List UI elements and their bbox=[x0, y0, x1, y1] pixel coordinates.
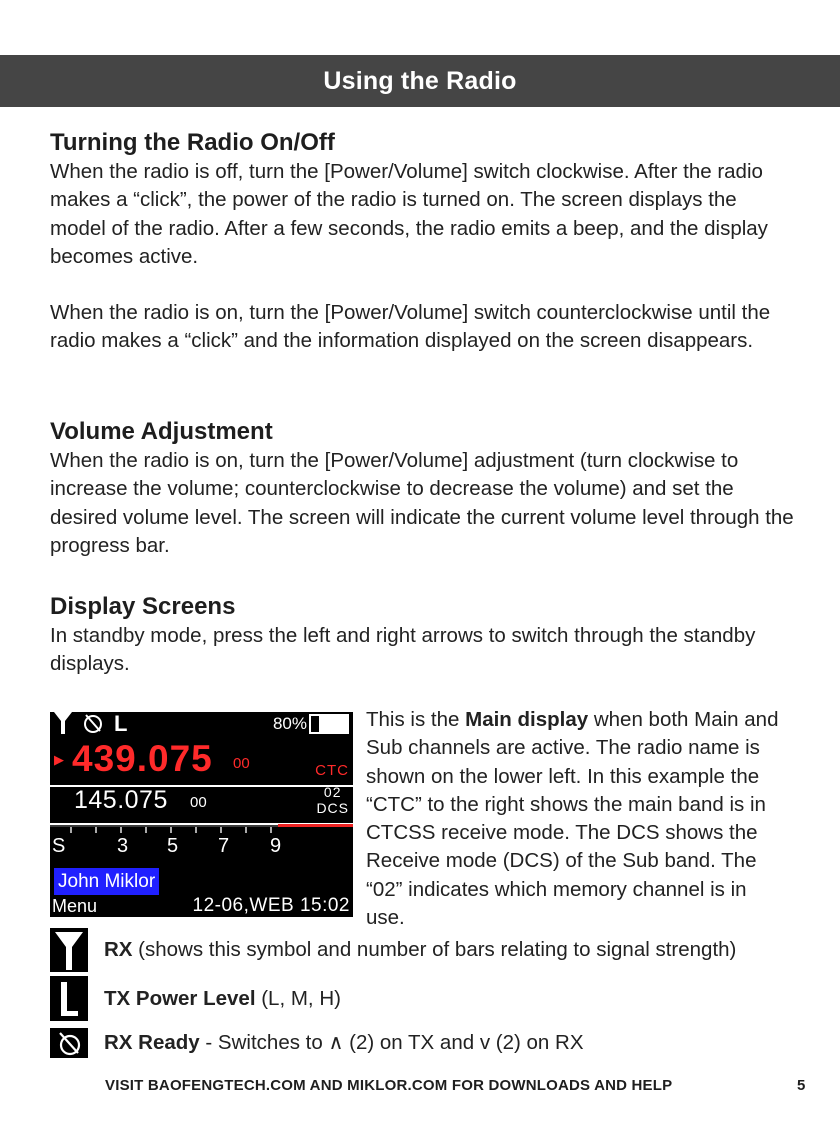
antenna-icon bbox=[54, 930, 84, 970]
antenna-icon bbox=[54, 712, 72, 734]
sub-frequency: 145.075 bbox=[74, 786, 168, 814]
main-frequency: 439.075 bbox=[72, 738, 213, 779]
radio-name: John Miklor bbox=[54, 868, 159, 895]
section-volume bbox=[50, 417, 795, 560]
signal-scale-label: 9 bbox=[270, 835, 282, 857]
main-display-term: Main display bbox=[465, 708, 589, 731]
signal-scale-label: 3 bbox=[117, 835, 129, 857]
memory-channel: 02 bbox=[323, 784, 342, 800]
page-number: 5 bbox=[797, 1077, 806, 1094]
battery-percent: 80% bbox=[272, 714, 307, 733]
legend-row-rx-ready bbox=[50, 1028, 584, 1058]
section-paragraph: When the radio is on, turn the [Power/Volume] adjustment (turn clockwise to increase the volume; counterclockwise to decrease the volume) and set the desired volume level. The screen will indicate the current volume level through the progress bar. bbox=[50, 449, 794, 557]
legend-label: RX bbox=[104, 938, 133, 961]
section-display bbox=[50, 592, 795, 679]
tx-power-letter: L bbox=[114, 712, 128, 736]
section-power bbox=[50, 128, 795, 356]
main-frequency-suffix: 00 bbox=[233, 755, 250, 772]
menu-label: Menu bbox=[52, 896, 98, 916]
main-tone-mode: CTC bbox=[315, 762, 349, 779]
legend-label: RX Ready bbox=[104, 1031, 200, 1054]
main-band-arrow-icon: ▶ bbox=[54, 752, 64, 767]
radio-display-image bbox=[50, 712, 353, 917]
section-paragraph: When the radio is on, turn the [Power/Volume] switch counterclockwise until the radio makes a “click” and the information displayed on the screen disappears. bbox=[50, 301, 771, 353]
legend-row-tx-power bbox=[50, 976, 341, 1021]
rx-ready-icon bbox=[54, 1030, 84, 1056]
tx-power-icon bbox=[56, 980, 82, 1018]
sub-tone-mode: DCS bbox=[316, 800, 349, 816]
battery-indicator bbox=[273, 714, 349, 734]
signal-scale-label: S bbox=[52, 835, 66, 857]
signal-meter-ticks bbox=[50, 827, 353, 833]
footer-text: VISIT BAOFENGTECH.COM AND MIKLOR.COM FOR DOWNLOADS AND HELP bbox=[105, 1077, 673, 1094]
section-heading: Display Screens bbox=[50, 593, 236, 620]
page-header bbox=[0, 55, 840, 107]
section-heading: Volume Adjustment bbox=[50, 418, 273, 445]
section-heading: Turning the Radio On/Off bbox=[50, 129, 335, 156]
legend-label: TX Power Level bbox=[104, 986, 256, 1010]
signal-scale-label: 7 bbox=[218, 835, 230, 857]
section-paragraph: In standby mode, press the left and right arrows to switch through the standby displays. bbox=[50, 624, 756, 676]
legend-description: - Switches to ∧ (2) on TX and v (2) on RX bbox=[199, 1031, 584, 1054]
date-time: 12-06,WEB 15:02 bbox=[192, 895, 350, 916]
section-paragraph: When the radio is off, turn the [Power/Volume] switch clockwise. After the radio makes a “click”, the power of the radio is turned on. The screen displays the model of the radio. After a few seconds, the radio emits a beep, and the display becomes active. bbox=[50, 160, 768, 268]
signal-scale-label: 5 bbox=[167, 835, 179, 857]
status-icons bbox=[54, 712, 127, 736]
sub-frequency-suffix: 00 bbox=[190, 794, 207, 811]
page-title: Using the Radio bbox=[323, 66, 517, 95]
battery-icon bbox=[309, 714, 349, 734]
rx-ready-icon bbox=[82, 712, 104, 734]
channel-info bbox=[316, 784, 349, 816]
legend-row-rx bbox=[50, 928, 736, 972]
legend-description: (L, M, H) bbox=[255, 986, 341, 1010]
legend-description: (shows this symbol and number of bars relating to signal strength) bbox=[132, 938, 737, 961]
main-display-description: This is the Main display when both Main and Sub channels are active. The radio name is shown on the lower left. In this example the “CTC” to the right shows the main band is in CTCSS receive mode. The DCS shows the Receive mode (DCS) of the Sub band. The “02” indicates which memory channel is in use. bbox=[366, 708, 779, 930]
